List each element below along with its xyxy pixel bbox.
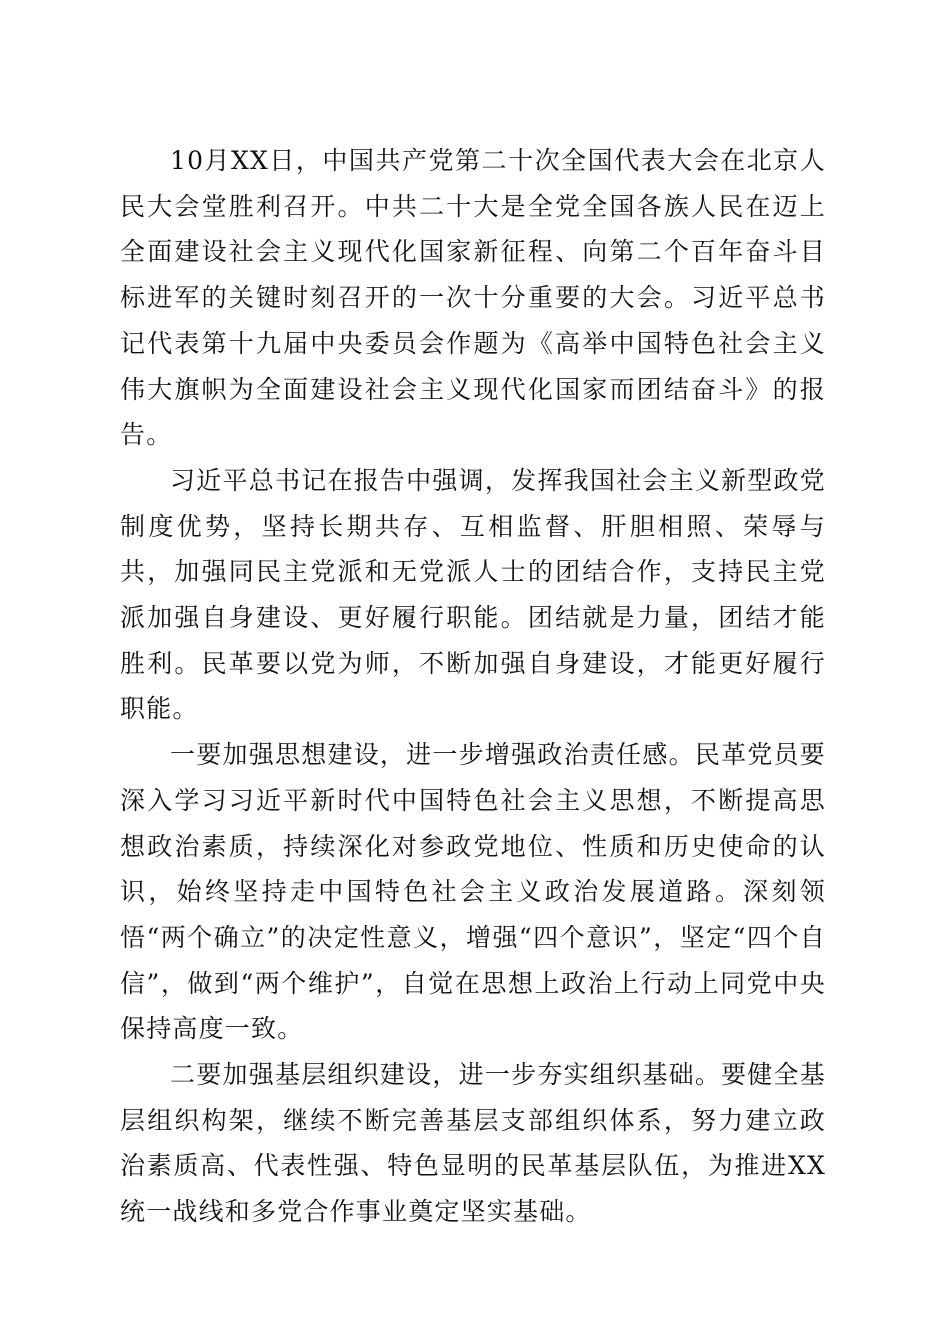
paragraph-ideological-building: 一要加强思想建设，进一步增强政治责任感。民革党员要深入学习习近平新时代中国特色社会主义思想，不断提高思想政治素质，持续深化对参政党地位、性质和历史使命的认识，始终坚持走中国特色社会主义政治发展道路。深刻领悟“两个确立”的决定性意义，增强“四个意识”，坚定“四个自信”，做到“两个维护”，自觉在思想上政治上行动上同党中央保持高度一致。 (120, 740, 826, 1044)
paragraph-congress-opening: 10月XX日，中国共产党第二十次全国代表大会在北京人民大会堂胜利召开。中共二十大是全党全国各族人民在迈上全面建设社会主义现代化国家新征程、向第二个百年奋斗目标进军的关键时刻召开的一次十分重要的大会。习近平总书记代表第十九届中央委员会作题为《高举中国特色社会主义伟大旗帜为全面建设社会主义现代化国家而团结奋斗》的报告。 (120, 146, 826, 450)
paragraph-grassroots-building: 二要加强基层组织建设，进一步夯实组织基础。要健全基层组织构架，继续不断完善基层支部组织体系，努力建立政治素质高、代表性强、特色显明的民革基层队伍，为推进XX统一战线和多党合作事业奠定坚实基础。 (120, 1060, 826, 1227)
paragraph-party-system: 习近平总书记在报告中强调，发挥我国社会主义新型政党制度优势，坚持长期共存、互相监督、肝胆相照、荣辱与共，加强同民主党派和无党派人士的团结合作，支持民主党派加强自身建设、更好履行职能。团结就是力量，团结才能胜利。民革要以党为师，不断加强自身建设，才能更好履行职能。 (120, 465, 826, 724)
document-body (120, 138, 826, 1235)
